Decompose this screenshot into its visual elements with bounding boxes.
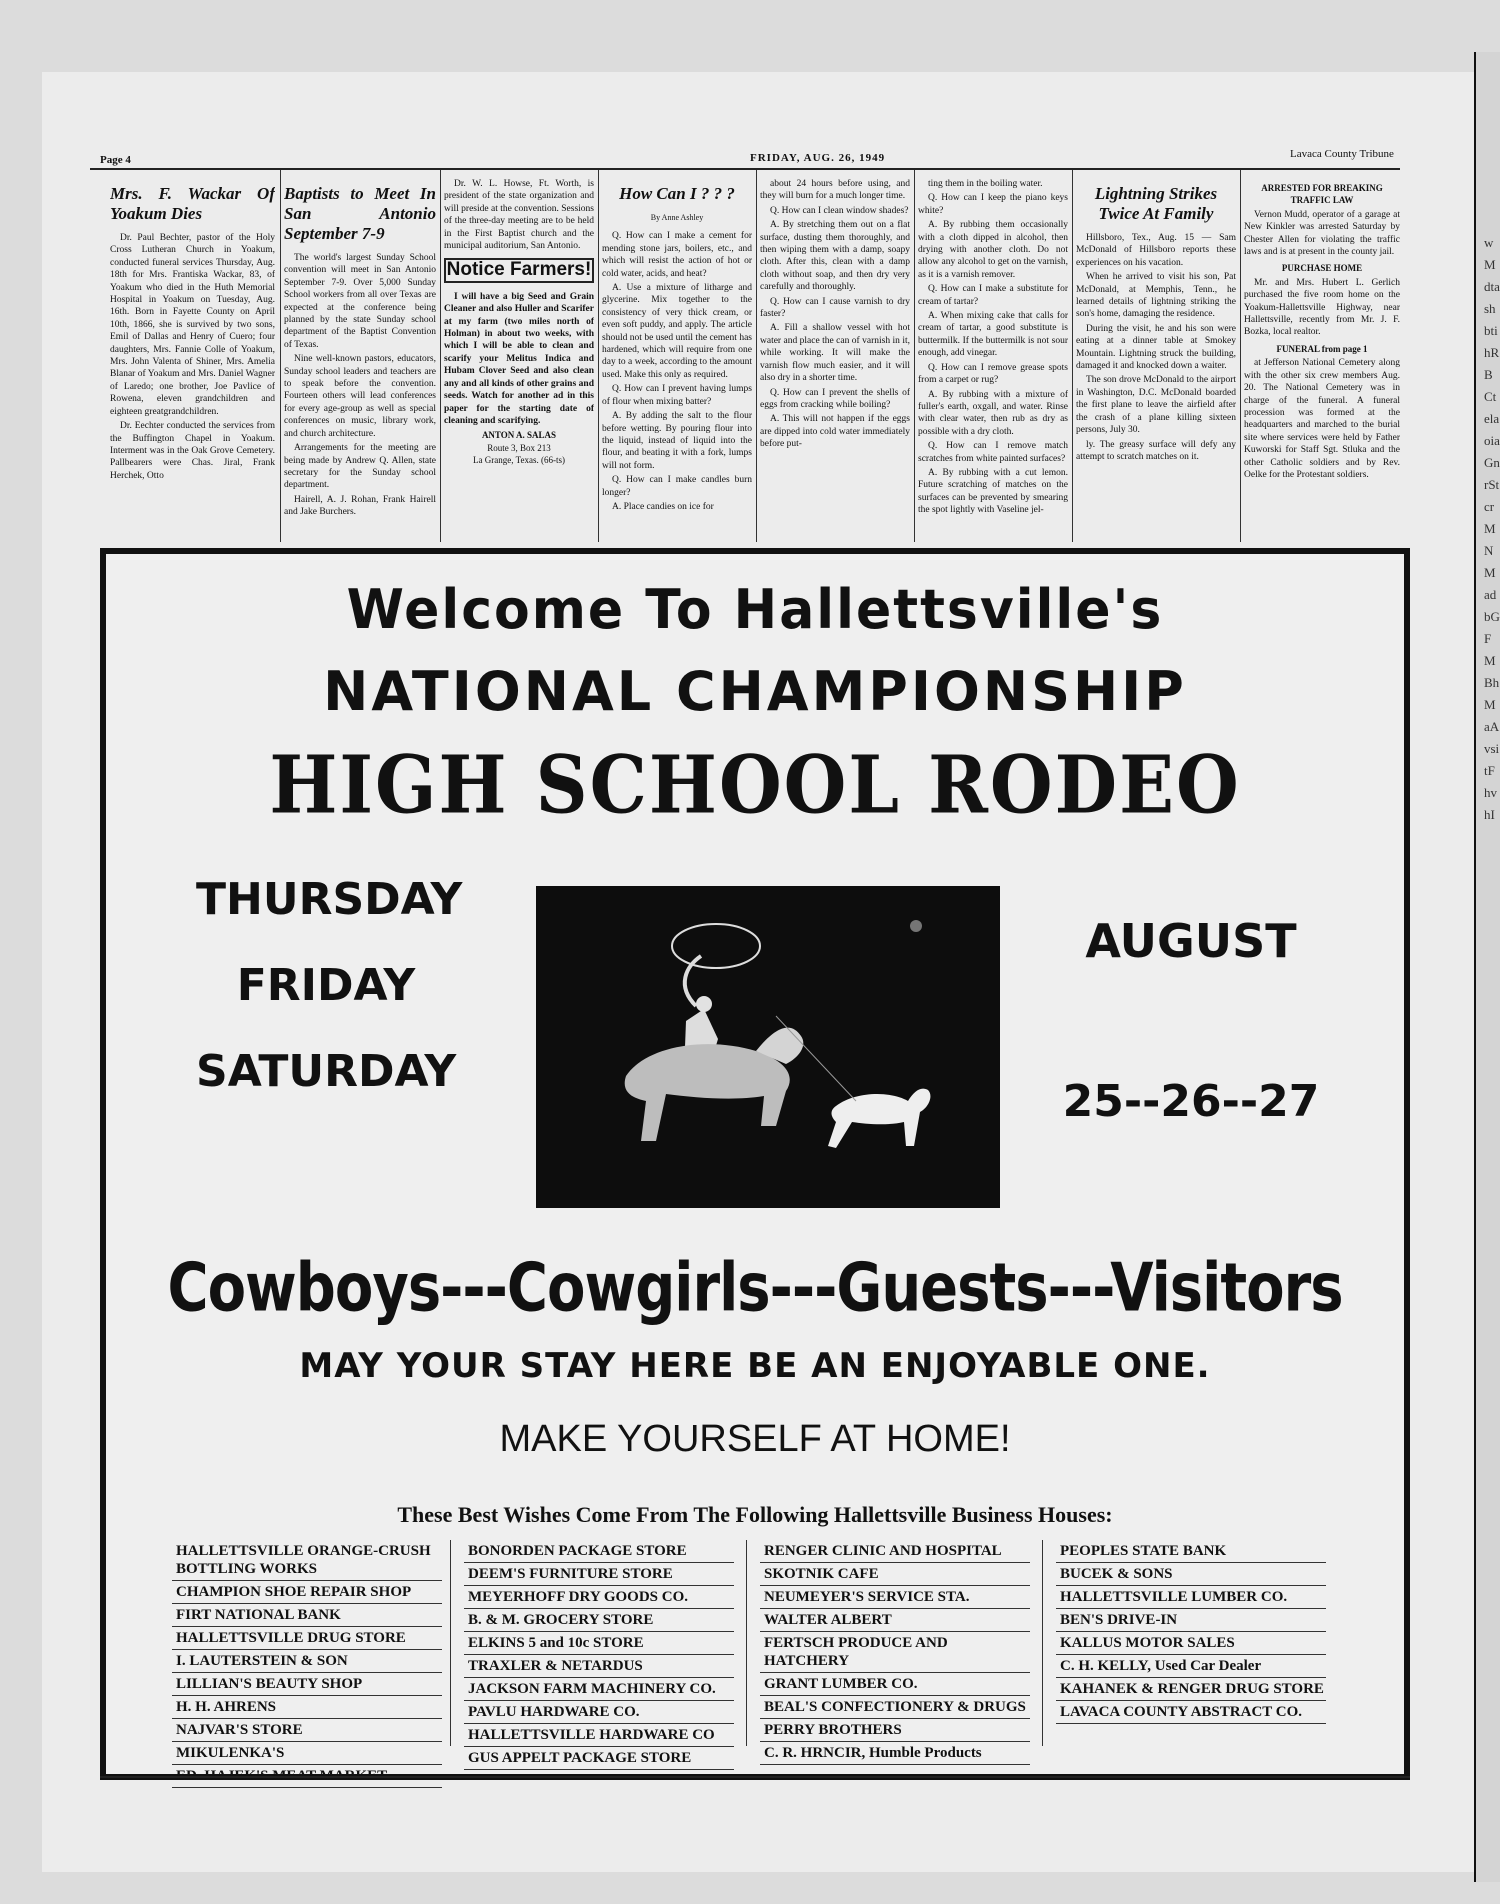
ad-headline-rodeo: HIGH SCHOOL RODEO bbox=[269, 737, 1241, 832]
column-rule bbox=[1240, 170, 1241, 542]
sponsor-name: I. LAUTERSTEIN & SON bbox=[172, 1650, 442, 1673]
sponsor-name: DEEM'S FURNITURE STORE bbox=[464, 1563, 734, 1586]
article-title: Baptists to Meet In San Antonio September 7-9 bbox=[284, 184, 436, 243]
paper-name: Lavaca County Tribune bbox=[1290, 148, 1394, 160]
sponsor-name: PEOPLES STATE BANK bbox=[1056, 1540, 1326, 1563]
article-paragraph: Hairell, A. J. Rohan, Frank Hairell and Jake Burchers. bbox=[284, 494, 436, 518]
article-paragraph: A. Place candies on ice for bbox=[612, 501, 714, 512]
article-title: Mrs. F. Wackar Of Yoakum Dies bbox=[110, 184, 275, 223]
day-label: THURSDAY bbox=[196, 874, 463, 925]
brief-heading: ARRESTED FOR BREAKING TRAFFIC LAW bbox=[1261, 183, 1383, 206]
sponsor-name: BONORDEN PACKAGE STORE bbox=[464, 1540, 734, 1563]
sponsor-list-3 bbox=[760, 1540, 1030, 1765]
article-paragraph: Q. How can I make a cement for mending stone jars, boilers, etc., and which will resist the action of hot or cold water, acids, and heat? bbox=[602, 231, 752, 279]
article-paragraph: A. By rubbing with a cut lemon. Future scratching of matches on the surfaces can be prevented by smearing the spot lightly with Vaseline jel- bbox=[918, 467, 1068, 516]
byline: By Anne Ashley bbox=[650, 213, 704, 222]
sponsor-list-2 bbox=[464, 1540, 734, 1770]
sponsor-name: GUS APPELT PACKAGE STORE bbox=[464, 1747, 734, 1770]
brief-heading: FUNERAL from page 1 bbox=[1276, 343, 1368, 354]
article-paragraph: A. Use a mixture of litharge and glycerine. Mix together to the consistency of very thick cream, or even soft puddy, and apply. The article should not be used until the cement has hardened, which will require from one day to a week, according to the amount used. Make this only as required. bbox=[602, 283, 752, 380]
article-paragraph: Dr. Eechter conducted the services from the Buffington Chapel in Yoakum. Interment was in the Oak Grove Cemetery. Pallbearers were Chas. Jiral, Frank Herchek, Otto bbox=[110, 421, 275, 481]
article-paragraph: Dr. W. L. Howse, Ft. Worth, is president of the state organization and will preside at the convention. Sessions of the three-day meeting are to be held in the First Baptist church and the municipal auditorium, San Antonio. bbox=[444, 179, 594, 252]
ad-address: La Grange, Texas. (66-ts) bbox=[473, 455, 565, 466]
rodeo-advertisement bbox=[100, 548, 1410, 1784]
ad-headline-national: NATIONAL CHAMPIONSHIP bbox=[323, 660, 1187, 723]
article-baptists bbox=[284, 178, 436, 538]
sponsor-name: FIRT NATIONAL BANK bbox=[172, 1604, 442, 1627]
day-label: FRIDAY bbox=[236, 960, 416, 1011]
ad-home-line: MAKE YOURSELF AT HOME! bbox=[499, 1418, 1011, 1460]
ad-address: Route 3, Box 213 bbox=[487, 442, 551, 453]
column-rule bbox=[598, 170, 599, 542]
article-how-can-i bbox=[602, 178, 752, 538]
ad-greeting-line: Cowboys---Cowgirls---Guests---Visitors bbox=[167, 1249, 1343, 1328]
article-paragraph: A. By rubbing with a mixture of fuller's earth, oxgall, and water. Rinse with clear water, then rub as dry as possible with a dry cloth. bbox=[918, 389, 1068, 437]
header-rule bbox=[90, 168, 1400, 170]
article-paragraph: Q. How can I make candles burn longer? bbox=[602, 475, 752, 498]
sponsor-name: BEAL'S CONFECTIONERY & DRUGS bbox=[760, 1696, 1030, 1719]
day-label: SATURDAY bbox=[196, 1046, 457, 1097]
sponsor-name: WALTER ALBERT bbox=[760, 1609, 1030, 1632]
sponsor-name: CHAMPION SHOE REPAIR SHOP bbox=[172, 1581, 442, 1604]
sponsor-name: B. & M. GROCERY STORE bbox=[464, 1609, 734, 1632]
page-number: Page 4 bbox=[100, 154, 131, 166]
article-how-can-i-cont bbox=[760, 178, 910, 538]
column-rule bbox=[280, 170, 281, 542]
brief-paragraph: at Jefferson National Cemetery along with the other six crew members Aug. 20. The National Cemetery was in charge of the funeral. A funeral procession was formed at the headquarters and marched to the burial site where services were held by Father Kuworski for Staff Sgt. Stluka and the other Catholic soldiers and by Rev. Oelke for the Protestant soldiers. bbox=[1244, 358, 1400, 480]
sponsor-name: HALLETTSVILLE DRUG STORE bbox=[172, 1627, 442, 1650]
article-paragraph: A. When mixing cake that calls for cream of tartar, a good substitute is buttermilk. If the buttermilk is not sour enough, add vinegar. bbox=[918, 311, 1068, 359]
sponsor-name: ED. HAJEK'S MEAT MARKET bbox=[172, 1765, 442, 1788]
column-rule bbox=[914, 170, 915, 542]
article-paragraph: Q. How can I remove match scratches from white painted surfaces? bbox=[918, 441, 1068, 464]
sponsor-divider bbox=[746, 1540, 747, 1746]
article-paragraph: ting them in the boiling water. bbox=[928, 179, 1043, 189]
article-paragraph: Hillsboro, Tex., Aug. 15 — Sam McDonald of Hillsboro reports these experiences on his vacation. bbox=[1076, 233, 1236, 268]
article-title: Lightning Strikes Twice At Family bbox=[1094, 184, 1218, 223]
sponsor-name: RENGER CLINIC AND HOSPITAL bbox=[760, 1540, 1030, 1563]
sponsor-name: HALLETTSVILLE HARDWARE CO bbox=[464, 1724, 734, 1747]
sponsor-name: LAVACA COUNTY ABSTRACT CO. bbox=[1056, 1701, 1326, 1724]
sponsor-name: MIKULENKA'S bbox=[172, 1742, 442, 1765]
sponsor-name: NAJVAR'S STORE bbox=[172, 1719, 442, 1742]
article-paragraph: about 24 hours before using, and they will burn for a much longer time. bbox=[760, 179, 910, 202]
ad-headline-welcome: Welcome To Hallettsville's bbox=[346, 578, 1164, 642]
ad-body: I will have a big Seed and Grain Cleaner and also Huller and Scarifer at my farm (two miles north of Holman) in about two weeks, with which I will be able to clean and scarify your Melitus Indica and Hubam Clover Seed and also clean any and all kinds of other grains and seeds. Watch for another ad in this paper for the starting date of cleaning and scarifying. bbox=[444, 291, 594, 426]
page-header bbox=[60, 148, 1400, 166]
article-paragraph: Q. How can I clean window shades? bbox=[770, 205, 909, 216]
brief-paragraph: Mr. and Mrs. Hubert L. Gerlich purchased the five room home on the Yoakum-Hallettsville Highway, near Hallettsville, recently from Mr. J. F. Bozka, local realtor. bbox=[1244, 277, 1400, 338]
sponsor-name: KALLUS MOTOR SALES bbox=[1056, 1632, 1326, 1655]
sponsor-list-4 bbox=[1056, 1540, 1326, 1724]
ad-stay-line: MAY YOUR STAY HERE BE AN ENJOYABLE ONE. bbox=[299, 1346, 1211, 1386]
sponsor-divider bbox=[1042, 1540, 1043, 1746]
rodeo-days bbox=[196, 874, 463, 1132]
issue-date: FRIDAY, AUG. 26, 1949 bbox=[750, 152, 886, 164]
adjacent-page-text: wMdtashbtihRBCtelaoiaGnrStcrMNMadbGFMBhMaAvsitFhvhI bbox=[1484, 235, 1500, 822]
article-paragraph: A. By rubbing them occasionally with a cloth dipped in alcohol, then drying with another cloth. Do not allow any alcohol to get on the varnish, as it is a varnish remover. bbox=[918, 220, 1068, 280]
local-news-briefs bbox=[1244, 178, 1400, 538]
article-paragraph: A. This will not happen if the eggs are dipped into cold water immediately before put- bbox=[760, 414, 910, 450]
notice-farmers-ad bbox=[444, 178, 594, 538]
article-paragraph: A. By adding the salt to the flour before wetting. By pouring flour into the liquid, instead of liquid into the flour, and beating it with a fork, lumps will not form. bbox=[602, 411, 752, 471]
article-paragraph: Q. How can I prevent having lumps of flour when mixing batter? bbox=[602, 384, 752, 407]
sponsor-name: C. R. HRNCIR, Humble Products bbox=[760, 1742, 1030, 1765]
sponsor-divider bbox=[450, 1540, 451, 1746]
sponsor-name: SKOTNIK CAFE bbox=[760, 1563, 1030, 1586]
rodeo-photo bbox=[536, 886, 1000, 1208]
article-paragraph: Q. How can I remove grease spots from a carpet or rug? bbox=[918, 362, 1068, 386]
article-paragraph: The world's largest Sunday School convention will meet in San Antonio September 7-9. Over 5,000 Sunday School workers from all over Texas are expected at the conference being planned by the state Sunday school department of the Baptist Convention of Texas. bbox=[284, 253, 436, 350]
column-rule bbox=[756, 170, 757, 542]
article-paragraph: Nine well-known pastors, educators, Sunday school leaders and teachers are to speak before the convention. Fourteen others will lead conferences for every age-group as well as special conferences on music, library work, and church architecture. bbox=[284, 354, 436, 439]
bottom-rule bbox=[100, 1776, 1410, 1778]
article-paragraph: When he arrived to visit his son, Pat McDonald, at Memphis, Tenn., he learned details of lightning striking the son's home, damaging the residence. bbox=[1076, 272, 1236, 320]
article-paragraph: A. By stretching them out on a flat surface, dusting them thoroughly, and then wiping them with a damp, soapy cloth. After this, clean with a damp cloth without soap, and then dry very carefully and thoroughly. bbox=[760, 220, 910, 293]
article-paragraph: Q. How can I cause varnish to dry faster? bbox=[760, 296, 910, 320]
sponsor-name: LILLIAN'S BEAUTY SHOP bbox=[172, 1673, 442, 1696]
sponsor-name: GRANT LUMBER CO. bbox=[760, 1673, 1030, 1696]
article-paragraph: The son drove McDonald to the airport in Washington, D.C. McDonald boarded the first plane to leave the airfield after the crash of a plane killing sixteen persons, July 30. bbox=[1076, 375, 1236, 436]
sponsor-name: BUCEK & SONS bbox=[1056, 1563, 1326, 1586]
calf-roping-image bbox=[536, 886, 1000, 1208]
rodeo-dates: 25--26--27 bbox=[1062, 1076, 1320, 1127]
sponsor-name: PERRY BROTHERS bbox=[760, 1719, 1030, 1742]
sponsor-name: HALLETTSVILLE LUMBER CO. bbox=[1056, 1586, 1326, 1609]
sponsor-list-1 bbox=[172, 1540, 442, 1788]
sponsor-name: KAHANEK & RENGER DRUG STORE bbox=[1056, 1678, 1326, 1701]
ad-sponsors-heading: These Best Wishes Come From The Following Hallettsville Business Houses: bbox=[397, 1502, 1113, 1527]
article-paragraph: ly. The greasy surface will defy any attempt to scratch matches on it. bbox=[1076, 439, 1236, 462]
article-title: How Can I ? ? ? bbox=[619, 184, 735, 203]
article-paragraph: Arrangements for the meeting are being made by Andrew Q. Allen, state secretary for the Sunday school department. bbox=[284, 443, 436, 491]
sponsor-name: C. H. KELLY, Used Car Dealer bbox=[1056, 1655, 1326, 1678]
sponsor-name: TRAXLER & NETARDUS bbox=[464, 1655, 734, 1678]
sponsor-name: FERTSCH PRODUCE AND HATCHERY bbox=[760, 1632, 1030, 1673]
ad-signature: ANTON A. SALAS bbox=[481, 430, 557, 441]
adjacent-page-edge bbox=[1474, 52, 1500, 1882]
article-how-can-i-cont2 bbox=[918, 178, 1068, 538]
article-paragraph: Q. How can I make a substitute for cream of tartar? bbox=[918, 284, 1068, 307]
sponsor-name: H. H. AHRENS bbox=[172, 1696, 442, 1719]
sponsor-name: BEN'S DRIVE-IN bbox=[1056, 1609, 1326, 1632]
column-rule bbox=[1072, 170, 1073, 542]
article-paragraph: During the visit, he and his son were eating at a dinner table at Smokey Mountain. Lightning struck the building, damaged it and knocked down a waiter. bbox=[1076, 323, 1236, 372]
ad-title: Notice Farmers! bbox=[444, 258, 594, 282]
sponsor-name: ELKINS 5 and 10c STORE bbox=[464, 1632, 734, 1655]
sponsor-name: PAVLU HARDWARE CO. bbox=[464, 1701, 734, 1724]
article-paragraph: A. Fill a shallow vessel with hot water and place the can of varnish in it, while working. It will make the varnish flow much easier, and it will also dry in a shorter time. bbox=[760, 323, 910, 384]
brief-heading: PURCHASE HOME bbox=[1281, 263, 1363, 274]
column-rule bbox=[440, 170, 441, 542]
rodeo-month: AUGUST bbox=[1085, 914, 1297, 968]
article-wackar bbox=[110, 178, 275, 538]
article-paragraph: Q. How can I prevent the shells of eggs from cracking while boiling? bbox=[760, 387, 910, 410]
article-lightning bbox=[1076, 178, 1236, 538]
brief-paragraph: Vernon Mudd, operator of a garage at New Kinkler was arrested Saturday by Chester Allen for violating the traffic laws and is at present in the county jail. bbox=[1244, 209, 1400, 258]
article-paragraph: Dr. Paul Bechter, pastor of the Holy Cross Lutheran Church in Yoakum, conducted funeral services Thursday, Aug. 18th for Mrs. Frantiska Wackar, 83, of Yoakum who died in the Huth Memorial Hospital in Yoakum on Tuesday, Aug. 16th. Born in Fayette County on April 10th, 1866, she is survived by two sons, Emil of Dallas and Henry of Cuero; four daughters, Mrs. Fannie Colle of Yoakum, Mrs. John Valenta of Shiner, Mrs. Amelia Blanar of Yoakum and Mrs. Daniel Wagner of Laredo; one brother, Joe Pavlice of Rowena, eleven grandchildren and eighteen greatgrandchildren. bbox=[110, 233, 275, 417]
sponsor-name: MEYERHOFF DRY GOODS CO. bbox=[464, 1586, 734, 1609]
sponsor-name: JACKSON FARM MACHINERY CO. bbox=[464, 1678, 734, 1701]
sponsor-name: NEUMEYER'S SERVICE STA. bbox=[760, 1586, 1030, 1609]
article-paragraph: Q. How can I keep the piano keys white? bbox=[918, 193, 1068, 216]
sponsor-name: HALLETTSVILLE ORANGE-CRUSH BOTTLING WORKS bbox=[172, 1540, 442, 1581]
